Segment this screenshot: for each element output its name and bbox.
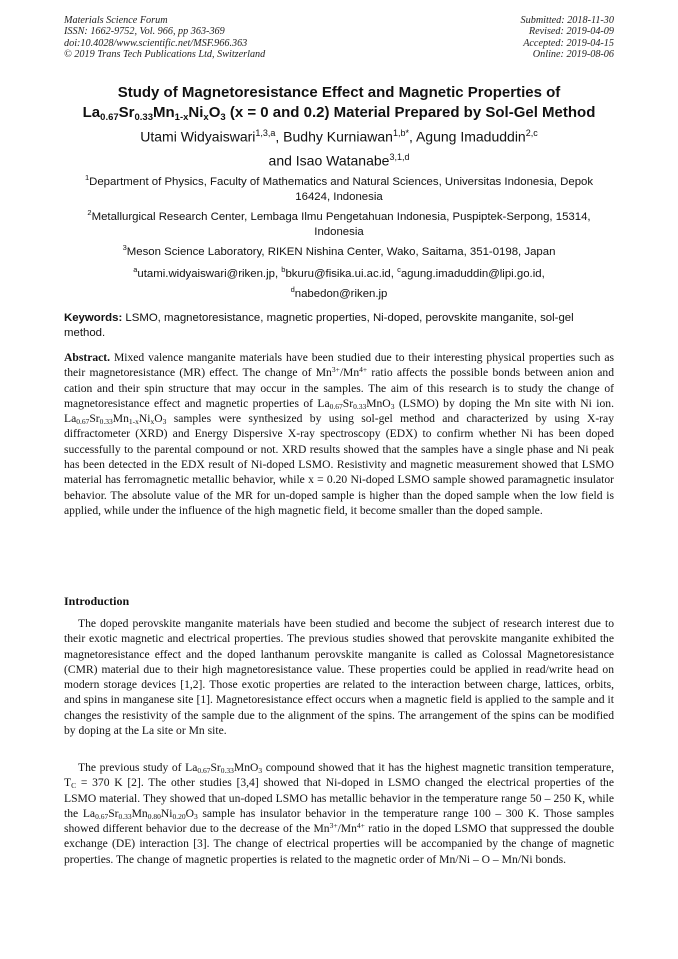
subscript: 3 (193, 811, 198, 821)
subscript: 0.67 (329, 401, 343, 411)
paragraph-text: Ni (160, 806, 173, 820)
introduction-paragraph-1 (64, 616, 614, 738)
abstract-text: Mn (112, 412, 129, 426)
abstract-text: samples were synthesized by using sol-gel method and characterized by using X-ray diffractometer (XRD) and Energy Dispersive X-ray spectroscopy (EDX) to confirm whether Ni has been doped successfully to the parental compound or not. XRD results showed that the samples have a single phase and Ni peak has been detected in the EDX result of Ni-doped LSMO. Resistivity and magnetic measurement showed that LSMO material has ferromagnetic metallic behavior, while x = 0.20 Ni-doped LSMO sample showed paramagnetic insulator behavior. The absolute value of the MR for un-doped sample is higher than the doped sample when the low field is applied, while under the influence of the high magnetic field, it become smaller than the doped sample. (64, 412, 614, 517)
formula-text: Mn (153, 103, 175, 121)
author-name: and Isao Watanabe (268, 152, 390, 169)
paragraph-text: = 370 K [2]. The other studies [3,4] showed that Ni-doped in LSMO changed the electrical properties of the LSMO material. They showed that un-doped LSMO has metallic behavior in the temperature range 50 – 250 K, while the La (64, 776, 614, 820)
superscript: 3+ (331, 365, 340, 375)
abstract-text: /Mn (339, 366, 360, 380)
paragraph-text: Mn (131, 806, 148, 820)
affiliation-text: Department of Physics, Faculty of Mathematics and Natural Sciences, Universitas Indonesia, Depok 16424, Indonesia (89, 175, 594, 204)
abstract-text: Ni (138, 412, 151, 426)
author-list (60, 123, 618, 170)
affiliation-marker: 3 (122, 243, 127, 252)
date-online: Online: 2019-08-06 (532, 49, 614, 61)
subscript: 0.33 (99, 417, 113, 427)
email-marker: c (397, 265, 401, 274)
formula-text: Sr (118, 103, 135, 121)
publication-dates (521, 15, 614, 61)
paragraph-text: ratio in the doped LSMO that suppressed the double exchange (DE) interaction [3]. The change of electrical properties will be accompanied by the change of magnetic properties. The change of magnetic properties is related to the magnetic order of Mn/Ni – O – Mn/Ni bonds. (64, 822, 614, 866)
formula-subscript: 0.33 (134, 111, 153, 123)
date-submitted: Submitted: 2018-11-30 (520, 15, 614, 26)
subscript: 0.33 (220, 766, 234, 775)
abstract-text: Mixed valence manganite materials have been studied due to their interesting physical properties such as their magnetoresistance (MR) effect. The change of Mn (64, 351, 614, 380)
paragraph-text: sample has insulator behavior in the temperature range 100 – 300 K. Those samples showed different behavior due to the decrease of the Mn (64, 806, 614, 836)
abstract-text: ratio affects the possible bonds between anion and cation and their spin structure that may occur in the samples. The aim of this research is to study the change of magnetoresistance effect and magnetic properties of La (64, 366, 614, 410)
formula-subscript: 3 (220, 111, 226, 123)
subscript: 0.67 (76, 417, 90, 427)
paragraph-text: The doped perovskite manganite materials have been studied and become the subject of research interest due to their exotic magnetic and electrical properties. The previous studies showed that perovskite manganite exhibited the magnetoresistance effect and the doped lanthanum perovskite manganite is called as Colossal Magnetoresistance (CMR) material due to their high magnetoresistance value. These properties could be applied in read/write head on modern storage devices [1,2]. Those exotic properties are related to the interaction between charge, lattices, orbits, and spins in manganese site [1]. Magnetoresistance effect occurs when a magnetic field is applied to the sample and it changes the resistivity of the sample due to the alignment of the spins. The arrangement of the spins can be modified by doping at the La site or Mn site. (64, 617, 614, 738)
subscript: 0.33 (118, 811, 132, 821)
subscript: 0.67 (197, 766, 211, 775)
abstract-text: O (154, 412, 163, 426)
formula-text: Ni (188, 103, 204, 121)
keywords-label: Keywords: (64, 312, 123, 324)
formula-subscript: x (203, 111, 209, 123)
subscript: C (71, 781, 77, 791)
keywords (64, 311, 614, 342)
formula-subscript: 0.67 (100, 111, 119, 123)
date-accepted: Accepted: 2019-04-15 (523, 37, 614, 49)
subscript: 3 (162, 417, 167, 427)
author-marker: 3,1,d (389, 151, 410, 162)
email-marker: d (290, 285, 295, 295)
title-line-1: Study of Magnetoresistance Effect and Magnetic Properties of (117, 84, 561, 101)
subscript: x (150, 417, 155, 427)
author-name: , Budhy Kurniawan (275, 128, 393, 145)
email-marker: a (133, 265, 138, 274)
formula-text: O (208, 103, 221, 121)
email-link[interactable]: nabedon@riken.jp (294, 288, 388, 301)
affiliation-text: Meson Science Laboratory, RIKEN Nishina Center, Wako, Saitama, 351-0198, Japan (126, 245, 556, 258)
abstract-text: MnO (366, 396, 391, 410)
affiliation-marker: 2 (87, 208, 92, 217)
affiliation-1 (68, 170, 610, 206)
journal-name: Materials Science Forum (64, 15, 168, 26)
author-marker: 1,b* (392, 128, 409, 138)
subscript: 3 (258, 766, 263, 775)
email-link[interactable]: bkuru@fisika.ui.ac.id, (285, 267, 398, 280)
title-text: (x = 0 and 0.2) Material Prepared by Sol-Gel Method (225, 103, 596, 121)
abstract (64, 350, 614, 518)
paragraph-text: compound showed that it has the highest magnetic transition temperature, T (64, 761, 614, 790)
journal-copyright: © 2019 Trans Tech Publications Ltd, Switzerland (64, 49, 266, 61)
affiliation-marker: 1 (84, 173, 90, 182)
author-marker: 2,c (525, 128, 538, 138)
author-name: Utami Widyaiswari (140, 128, 256, 145)
superscript: 3+ (329, 821, 338, 831)
subscript: 0.80 (147, 811, 161, 821)
paper-title (40, 83, 638, 124)
paragraph-text: Sr (108, 806, 119, 820)
affiliation-text: Metallurgical Research Center, Lembaga Ilmu Pengetahuan Indonesia, Puspiptek-Serpong, 15314, Indonesia (91, 210, 591, 239)
section-heading-introduction: Introduction (64, 594, 130, 608)
email-link[interactable]: utami.widyaiswari@riken.jp, (137, 267, 282, 280)
superscript: 4+ (356, 821, 365, 831)
subscript: 0.20 (172, 811, 186, 821)
formula-text: La (82, 103, 101, 121)
paragraph-text: Sr (210, 761, 221, 774)
paragraph-text: O (185, 806, 194, 820)
formula-subscript: 1-x (174, 111, 189, 123)
author-name: , Agung Imaduddin (408, 128, 526, 145)
abstract-label: Abstract. (64, 351, 111, 364)
abstract-text: Sr (342, 396, 354, 410)
email-marker: b (281, 265, 286, 274)
abstract-text: Sr (89, 412, 100, 426)
paragraph-text: /Mn (337, 822, 357, 836)
title-line-2 (40, 103, 638, 125)
subscript: 0.33 (353, 401, 367, 411)
superscript: 4+ (359, 365, 368, 375)
subscript: 0.67 (95, 811, 109, 821)
journal-issn: ISSN: 1662-9752, Vol. 966, pp 363-369 (64, 26, 225, 38)
paragraph-text: MnO (233, 761, 259, 774)
journal-doi: doi:10.4028/www.scientific.net/MSF.966.363 (64, 37, 248, 49)
journal-info (64, 15, 265, 61)
affiliation-2 (68, 205, 610, 241)
affiliation-3 (68, 240, 610, 260)
subscript: 3 (390, 401, 395, 411)
email-list (68, 262, 610, 303)
author-marker: 1,3,a (255, 128, 276, 138)
date-revised: Revised: 2019-04-09 (528, 26, 614, 38)
email-link[interactable]: agung.imaduddin@lipi.go.id, (400, 267, 545, 280)
paragraph-text: The previous study of La (78, 761, 198, 774)
introduction-paragraph-2 (64, 760, 614, 867)
abstract-text: (LSMO) by doping the Mn site with Ni ion. La (64, 396, 614, 426)
keywords-text: LSMO, magnetoresistance, magnetic properties, Ni-doped, perovskite manganite, sol-gel method. (64, 312, 574, 340)
subscript: 1-x (128, 417, 139, 427)
